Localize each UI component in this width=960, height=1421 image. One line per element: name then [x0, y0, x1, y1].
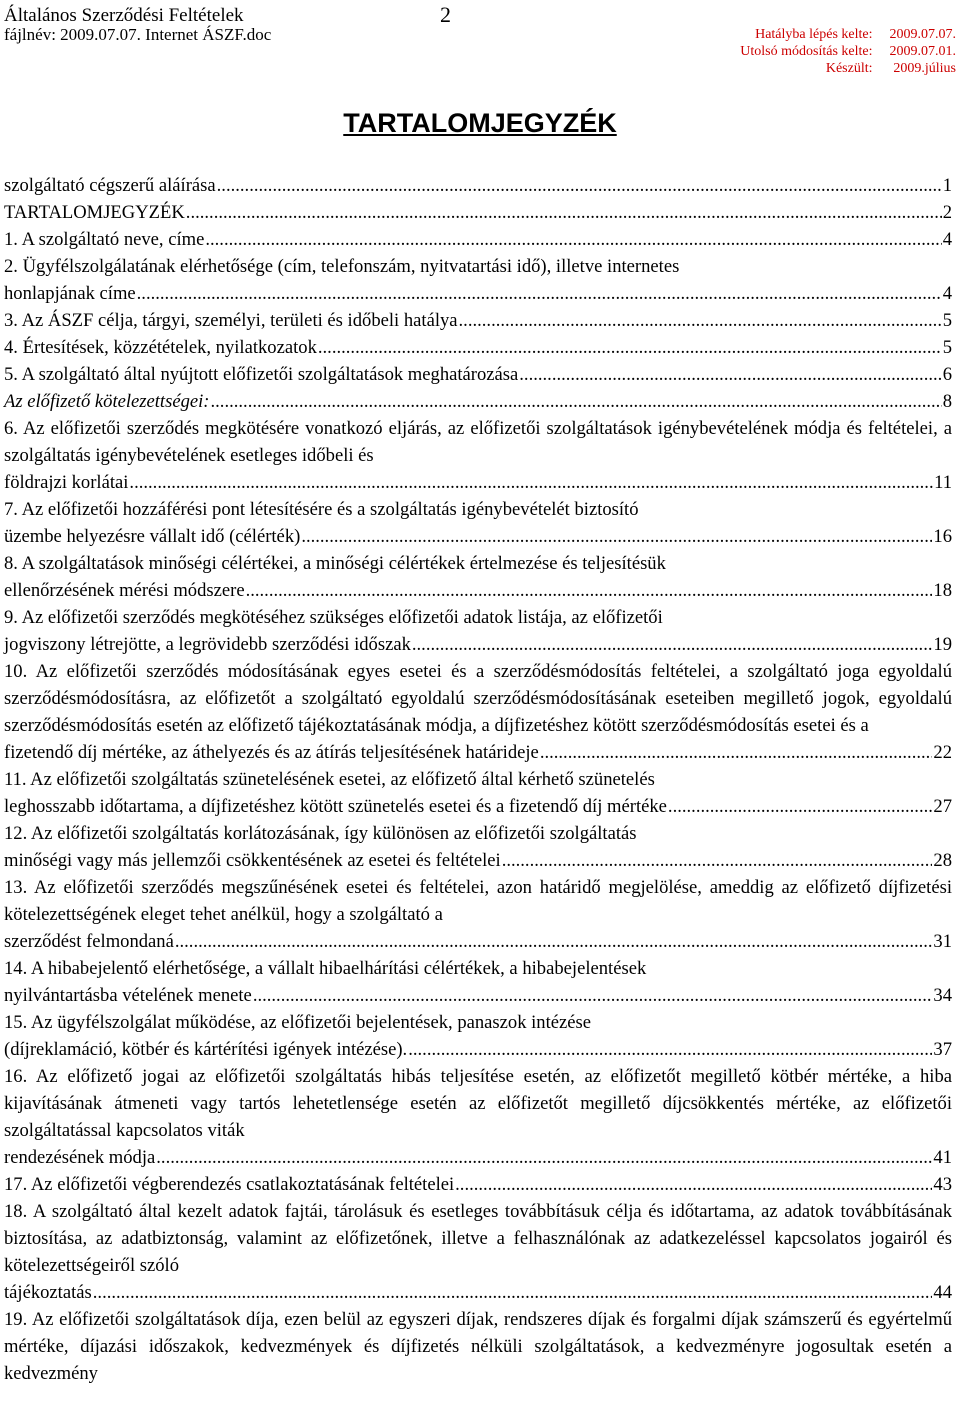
toc-entry-text: 16. Az előfizető jogai az előfizetői szolgáltatás hibás teljesítése esetén, az előfizetőt megillető kötbér mértéke, a hiba kijavításának átmeneti vagy tartós lehetetlensége esetén az előfizetőt megillető díjcsökkentés mértéke, az előfizetői szolgáltatással kapcsolatos viták [4, 1066, 952, 1141]
toc-entry[interactable] [4, 766, 952, 820]
toc-entry[interactable] [4, 172, 952, 199]
prepared-date-label: Készült: [825, 61, 873, 76]
toc-entry-last-line: nyilvántartásba vételének menete [4, 985, 252, 1006]
toc-entry-text: 2. Ügyfélszolgálatának elérhetősége (cím, telefonszám, nyitvatartási idő), illetve internetes [4, 256, 680, 277]
toc-entry-last-line: minőségi vagy más jellemzői csökkentésének az esetei és feltételei [4, 850, 501, 871]
dot-leader [205, 226, 941, 253]
toc-entry-leader-line [4, 226, 952, 253]
header-right [740, 26, 956, 77]
toc-entry[interactable] [4, 1198, 952, 1306]
toc-entry-leader-line [4, 523, 952, 550]
toc-entry-last-line: (díjreklamáció, kötbér és kártérítési igények intézése). [4, 1039, 408, 1060]
toc-entry-last-line: ellenőrzésének mérési módszere [4, 580, 245, 601]
toc-page-number: 37 [933, 1039, 952, 1060]
toc-entry-leader-line [4, 928, 952, 955]
toc-entry[interactable] [4, 604, 952, 658]
effective-date-value: 2009.07.07. [889, 27, 956, 42]
modified-date-value: 2009.07.01. [889, 44, 956, 59]
toc-entry[interactable] [4, 1171, 952, 1198]
dot-leader [412, 631, 933, 658]
toc-entry-text: 11. Az előfizetői szolgáltatás szünetelésének esetei, az előfizető által kérhető szünetelés [4, 769, 655, 790]
toc-entry[interactable] [4, 1063, 952, 1171]
toc-page-number: 5 [942, 310, 952, 331]
toc-entry-last-line: honlapjának címe [4, 283, 136, 304]
toc-entry[interactable] [4, 550, 952, 604]
toc-entry-last-line: szolgáltató cégszerű aláírása [4, 175, 216, 196]
dot-leader [129, 469, 933, 496]
toc-page-number: 6 [942, 364, 952, 385]
toc-entry-last-line: fizetendő díj mértéke, az áthelyezés és az átírás teljesítésének határideje [4, 742, 539, 763]
toc-page-number: 34 [933, 985, 952, 1006]
modified-date-row [740, 43, 956, 60]
toc-entry[interactable] [4, 658, 952, 766]
prepared-date-row [740, 60, 956, 77]
toc-entry[interactable] [4, 226, 952, 253]
toc-entry-leader-line [4, 1144, 952, 1171]
dot-leader [318, 334, 942, 361]
toc-entry-text: 19. Az előfizetői szolgáltatások díja, ezen belül az egyszeri díjak, rendszeres díjak és forgalmi díjak számszerű és egyértelmű mértéke, díjazási időszakok, kedvezmények és díjfizetés nélküli szolgáltatások, a kedvezményre jogosultak esetén a kedvezmény [4, 1309, 952, 1384]
toc-entry-text: 12. Az előfizetői szolgáltatás korlátozásának, így különösen az előfizetői szolgáltatás [4, 823, 637, 844]
dot-leader [253, 982, 933, 1009]
prepared-date-value: 2009.július [893, 61, 956, 76]
toc-page-number: 44 [933, 1282, 952, 1303]
dot-leader [668, 793, 932, 820]
toc-entry-leader-line [4, 793, 952, 820]
toc-entry-last-line: 4. Értesítések, közzétételek, nyilatkozatok [4, 337, 317, 358]
toc-entry-leader-line [4, 307, 952, 334]
toc-entry-last-line: Az előfizető kötelezettségei: [4, 391, 210, 412]
dot-leader [175, 928, 933, 955]
toc-entry-text: 8. A szolgáltatások minőségi célértékei, a minőségi célértékek értelmezése és teljesítésük [4, 553, 666, 574]
toc-entry-text: 15. Az ügyfélszolgálat működése, az előfizetői bejelentések, panaszok intézése [4, 1012, 592, 1033]
toc-entry[interactable] [4, 955, 952, 1009]
toc-entry-leader-line [4, 1279, 952, 1306]
toc-entry[interactable] [4, 1009, 952, 1063]
toc-page-number: 16 [933, 526, 952, 547]
toc-entry-text: 9. Az előfizetői szerződés megkötéséhez szükséges előfizetői adatok listája, az előfizetői [4, 607, 663, 628]
toc-list [4, 172, 952, 1387]
dot-leader [186, 199, 942, 226]
dot-leader [137, 280, 942, 307]
effective-date-label: Hatályba lépés kelte: [755, 27, 873, 42]
toc-page-number: 43 [933, 1174, 952, 1195]
toc-entry[interactable] [4, 1306, 952, 1387]
toc-entry-leader-line [4, 388, 952, 415]
toc-entry-leader-line [4, 361, 952, 388]
toc-entry-last-line: 17. Az előfizetői végberendezés csatlakoztatásának feltételei [4, 1174, 455, 1195]
toc-entry-last-line: rendezésének módja [4, 1147, 156, 1168]
toc-page-number: 11 [934, 472, 952, 493]
toc-entry[interactable] [4, 820, 952, 874]
toc-entry-last-line: 1. A szolgáltató neve, címe [4, 229, 205, 250]
toc-entry-text: 13. Az előfizetői szerződés megszűnésének esetei és feltételei, azon határidő megjelölése, ameddig az előfizető díjfizetési kötelezettségének eleget tehet anélkül, hogy a szolgáltató a [4, 877, 952, 925]
toc-page-number: 18 [933, 580, 952, 601]
toc-page-number: 22 [933, 742, 952, 763]
dot-leader [408, 1036, 932, 1063]
toc-page-number: 4 [942, 283, 952, 304]
toc-entry[interactable] [4, 415, 952, 496]
toc-entry-leader-line [4, 199, 952, 226]
toc-page-number: 31 [933, 931, 952, 952]
dot-leader [455, 1171, 932, 1198]
toc-page-number: 28 [933, 850, 952, 871]
toc-entry-leader-line [4, 334, 952, 361]
dot-leader [519, 361, 941, 388]
header-left [4, 6, 271, 44]
toc-entry-leader-line [4, 1171, 952, 1198]
dot-leader [211, 388, 942, 415]
toc-entry-leader-line [4, 982, 952, 1009]
toc-entry-text: 14. A hibabejelentő elérhetősége, a vállalt hibaelhárítási célértékek, a hibabejelentések [4, 958, 647, 979]
toc-entry-last-line: jogviszony létrejötte, a legrövidebb szerződési időszak [4, 634, 411, 655]
dot-leader [246, 577, 933, 604]
file-name: fájlnév: 2009.07.07. Internet ÁSZF.doc [4, 25, 272, 44]
toc-entry-last-line: TARTALOMJEGYZÉK [4, 202, 185, 223]
toc-entry[interactable] [4, 496, 952, 550]
toc-page-number: 5 [942, 337, 952, 358]
toc-page-number: 41 [933, 1147, 952, 1168]
toc-entry-last-line: 5. A szolgáltató által nyújtott előfizetői szolgáltatások meghatározása [4, 364, 519, 385]
effective-date-row [740, 26, 956, 43]
toc-entry-last-line: tájékoztatás [4, 1282, 92, 1303]
toc-entry[interactable] [4, 307, 952, 334]
toc-entry[interactable] [4, 334, 952, 361]
dot-leader [301, 523, 932, 550]
toc-entry-last-line: leghosszabb időtartama, a díjfizetéshez kötött szünetelés esetei és a fizetendő díj mértéke [4, 796, 667, 817]
toc-entry[interactable] [4, 388, 952, 415]
toc-entry-leader-line [4, 631, 952, 658]
dot-leader [540, 739, 933, 766]
toc-entry-last-line: 3. Az ÁSZF célja, tárgyi, személyi, területi és időbeli hatálya [4, 310, 458, 331]
dot-leader [156, 1144, 932, 1171]
toc-entry-leader-line [4, 1036, 952, 1063]
toc-entry[interactable] [4, 199, 952, 226]
toc-entry[interactable] [4, 874, 952, 955]
toc-entry-text: 6. Az előfizetői szerződés megkötésére vonatkozó eljárás, az előfizetői szolgáltatások igénybevételének módja és feltételei, a szolgáltatás igénybevételének esetleges időbeli és [4, 418, 952, 466]
dot-leader [93, 1279, 933, 1306]
toc-entry-last-line: földrajzi korlátai [4, 472, 129, 493]
toc-entry-last-line: üzembe helyezésre vállalt idő (célérték) [4, 526, 301, 547]
page-number: 2 [440, 2, 451, 27]
toc-page-number: 1 [942, 175, 952, 196]
toc-page-number: 4 [942, 229, 952, 250]
toc-page-number: 19 [933, 634, 952, 655]
toc-entry[interactable] [4, 361, 952, 388]
dot-leader [502, 847, 933, 874]
toc-page-number: 2 [942, 202, 952, 223]
toc-entry-text: 7. Az előfizetői hozzáférési pont létesítésére és a szolgáltatás igénybevételét biztosító [4, 499, 639, 520]
toc-page-number: 27 [933, 796, 952, 817]
toc-entry-leader-line [4, 577, 952, 604]
dot-leader [459, 307, 942, 334]
toc-entry-leader-line [4, 469, 952, 496]
modified-date-label: Utolsó módosítás kelte: [740, 44, 873, 59]
document-title: Általános Szerződési Feltételek [4, 5, 244, 26]
toc-entry-last-line: szerződést felmondaná [4, 931, 174, 952]
toc-entry-text: 10. Az előfizetői szerződés módosításának egyes esetei és a szerződésmódosítás feltételei, a szolgáltató joga egyoldalú szerződésmódosításra, az előfizetőt a szolgáltató egyoldalú szerződésmódosításának eseteiben megillető jogok, egyoldalú szerződésmódosítás esetén az előfizető tájékoztatásának módja, a díjfizetéshez kötött szerződésmódosítás esetei és a [4, 661, 952, 736]
toc-page-number: 8 [942, 391, 952, 412]
toc-entry-text: 18. A szolgáltató által kezelt adatok fajtái, tárolásuk és esetleges továbbításuk célja és időtartama, az adatok továbbításának biztosítása, az adatbiztonság, valamint az előfizetőnek, illetve a felhasználónak az adatkezeléssel kapcsolatos jogairól és kötelezettségeiről szóló [4, 1201, 952, 1276]
toc-entry-leader-line [4, 847, 952, 874]
toc-title: TARTALOMJEGYZÉK [343, 108, 617, 138]
dot-leader [217, 172, 942, 199]
toc-entry[interactable] [4, 253, 952, 307]
toc-entry-leader-line [4, 739, 952, 766]
toc-entry-leader-line [4, 172, 952, 199]
toc-entry-leader-line [4, 280, 952, 307]
